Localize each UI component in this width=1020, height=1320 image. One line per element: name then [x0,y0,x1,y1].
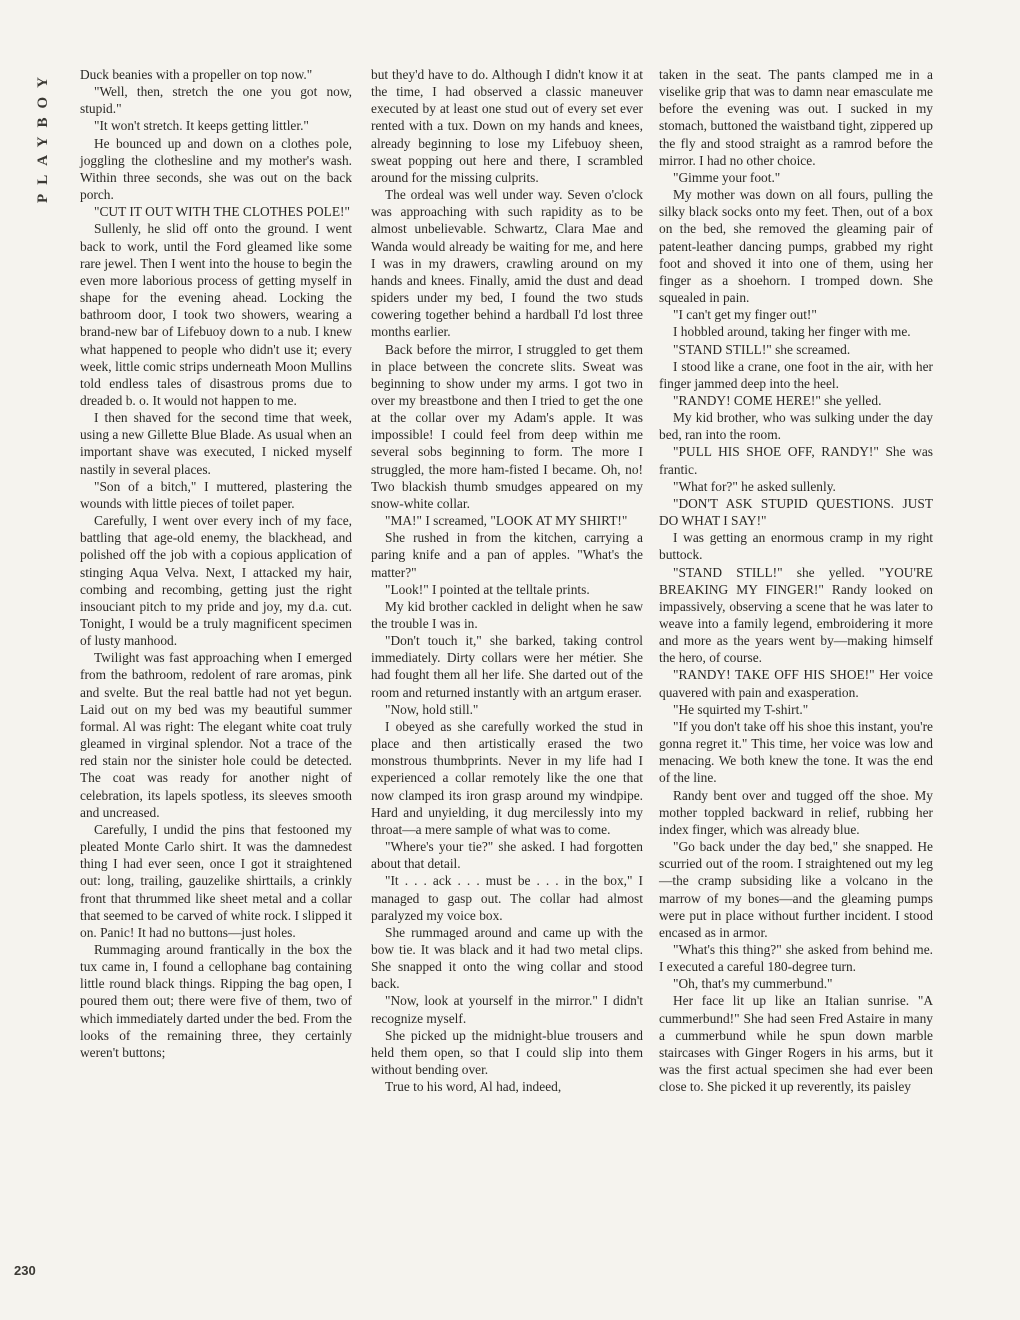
paragraph: "Son of a bitch," I muttered, plastering the wounds with little pieces of toilet paper. [80,478,352,511]
page-number: 230 [14,1263,36,1278]
paragraph: Back before the mirror, I struggled to get them in place between the concrete slits. Sweat was beginning to show under my arms. I got two in over my breastbone and then I tried to get the one at the collar over my Adam's apple. It was impossible! I could feel from deep within me several sobs beginning to form. The more I struggled, the more ham-fisted I became. Oh, no! Two blackish thumb smudges appeared on my snow-white collar. [371,341,643,511]
paragraph: "Gimme your foot." [673,169,781,185]
paragraph: I obeyed as she carefully worked the stud in place and then artistically erased the two monstrous thumbprints. Never in my life had I experienced a collar remotely like the one that now clamped its iron grasp around my windpipe. Hard and unyielding, it dug mercilessly into my throat—a mere sample of what was to come. [371,718,643,837]
paragraph: "RANDY! COME HERE!" she yelled. [673,392,882,408]
paragraph: My mother was down on all fours, pulling the silky black socks onto my feet. Then, out of a box on the bed, she removed the gleaming pair of patent-leather dancing pumps, grabbed my right foot and shoved it into one of them, using her finger as a shoehorn. I tromped down. She squealed in pain. [659,187,933,306]
paragraph: "CUT IT OUT WITH THE CLOTHES POLE!" [94,204,350,220]
article-column-2 [371,66,643,1095]
paragraph: "Now, look at yourself in the mirror." I didn't recognize myself. [371,993,643,1026]
paragraph: Twilight was fast approaching when I emerged from the bathroom, redolent of rare aromas, pink and svelte. But the real battle had not yet begun. Laid out on my bed was my beautiful summer formal. Al was right: The elegant white coat truly gleamed in virginal splendor. Not a trace of the red stain nor the sinister hole could be detected. The coat was ready for another night of celebration, its lapels spotless, its sleeves smooth and uncreased. [80,650,352,820]
paragraph: "If you don't take off his shoe this instant, you're gonna regret it." This time, her voice was low and menacing. We both knew the tone. It was the end of the line. [659,718,933,786]
paragraph: "Oh, that's my cummerbund." [673,976,833,992]
paragraph: She rummaged around and came up with the bow tie. It was black and it had two metal clips. She snapped it onto the wing collar and stood back. [371,924,643,992]
magazine-masthead: PLAYBOY [35,68,51,203]
paragraph: "PULL HIS SHOE OFF, RANDY!" She was frantic. [659,444,933,477]
paragraph: True to his word, Al had, indeed, [385,1079,562,1095]
paragraph: My kid brother cackled in delight when he saw the trouble I was in. [371,598,643,631]
paragraph: Sullenly, he slid off onto the ground. I went back to work, until the Ford gleamed like some rare jewel. Then I went into the house to begin the even more laborious process of getting myself in shape for the evening ahead. Locking the bathroom door, I took two showers, wearing a brand-new bar of Lifebuoy down to a nub. I knew what happened to people who didn't use it; every week, little comic strips underneath Moon Mullins told endless tales of disastrous proms due to dreaded b. o. It would not happen to me. [80,221,352,408]
paragraph: "Look!" I pointed at the telltale prints. [385,581,590,597]
paragraph: Duck beanies with a propeller on top now." [80,67,313,82]
paragraph: Randy bent over and tugged off the shoe. My mother toppled backward in relief, rubbing her index finger, which was already blue. [659,787,933,837]
paragraph: Rummaging around frantically in the box the tux came in, I found a cellophane bag containing little round black things. Ripping the bag open, I poured them out; there were five of them, two of which immediately darted under the bed. From the looks of the remaining three, they certainly weren't buttons; [80,941,352,1060]
paragraph: "Now, hold still." [385,701,479,717]
paragraph: "STAND STILL!" she screamed. [673,341,851,357]
paragraph: "Well, then, stretch the one you got now, stupid." [80,84,352,117]
paragraph: "DON'T ASK STUPID QUESTIONS. JUST DO WHAT I SAY!" [659,495,933,529]
paragraph: I was getting an enormous cramp in my right buttock. [659,530,933,563]
paragraph: "Where's your tie?" she asked. I had forgotten about that detail. [371,839,643,872]
article-column-3 [659,66,933,1095]
paragraph: "I can't get my finger out!" [673,307,817,323]
paragraph: I stood like a crane, one foot in the air, with her finger jammed deep into the heel. [659,358,933,391]
paragraph: "Go back under the day bed," she snapped. He scurried out of the room. I straightened out my leg—the cramp subsiding like a volcano in the marrow of my bones—and the gleaming pumps were put in place without further incident. I stood encased as in armor. [659,839,933,940]
paragraph: I hobbled around, taking her finger with me. [673,324,911,340]
paragraph: Carefully, I undid the pins that festooned my pleated Monte Carlo shirt. It was the damnedest thing I had ever seen, once I got it straightened out: long, trailing, gauzelike shirttails, a crinkly front that thrummed like sheet metal and a collar that seemed to be carved of white rock. I slipped it on. Panic! It had no buttons—just holes. [80,821,352,940]
paragraph: She rushed in from the kitchen, carrying a paring knife and a pan of apples. "What's the matter?" [371,530,643,580]
paragraph: taken in the seat. The pants clamped me in a viselike grip that was to damn near emasculate me before the evening was out. I sucked in my stomach, buttoned the waistband tight, zippered up the fly and stood straight as a ramrod before the mirror. I had no other choice. [659,67,933,168]
paragraph: "What for?" he asked sullenly. [673,478,836,494]
paragraph: He bounced up and down on a clothes pole, joggling the clothesline and my mother's wash. Within three seconds, she was out on the back porch. [80,135,352,203]
article-column-1 [80,66,352,1061]
paragraph: My kid brother, who was sulking under the day bed, ran into the room. [659,410,933,443]
paragraph: "He squirted my T-shirt." [673,701,809,717]
paragraph: "What's this thing?" she asked from behind me. I executed a careful 180-degree turn. [659,941,933,975]
paragraph: "RANDY! TAKE OFF HIS SHOE!" Her voice quavered with pain and exasperation. [659,667,933,700]
paragraph: The ordeal was well under way. Seven o'clock was approaching with such rapidity as to be almost unbelievable. Schwartz, Clara Mae and Wanda would already be waiting for me, and here I was in my drawers, crawling around on my hands and knees. Finally, amid the dust and dead spiders under my bed, I found the two studs cowering together behind a hardball I'd lost three months earlier. [371,187,643,340]
paragraph: Carefully, I went over every inch of my face, battling that age-old enemy, the blackhead, and polished off the job with a copious application of stinging Aqua Velva. Next, I attacked my hair, combing and recombing, getting just the right insouciant pitch to my pride and joy, my d.a. cut. Tonight, I would be a truly magnificent specimen of lusty manhood. [80,513,352,649]
paragraph: "STAND STILL!" she yelled. "YOU'RE BREAKING MY FINGER!" Randy looked on impassively, observing a scene that he was later to weave into a family legend, embroidering it more and more as the years went by—making himself the hero, of course. [659,564,933,666]
paragraph: "It won't stretch. It keeps getting littler." [94,118,309,134]
paragraph: She picked up the midnight-blue trousers and held them open, so that I could slip into them without bending over. [371,1027,643,1078]
paragraph: Her face lit up like an Italian sunrise. "A cummerbund!" She had seen Fred Astaire in many a cummerbund while he spun down marble staircases with Ginger Rogers in his arms, but it was the first actual specimen she had ever been close to. She picked it up reverently, its paisley [659,993,933,1095]
paragraph: "MA!" I screamed, "LOOK AT MY SHIRT!" [385,513,628,529]
paragraph: but they'd have to do. Although I didn't know it at the time, I had observed a classic maneuver executed by at least one stud out of every set ever rented with a tux. Down on my hands and knees, already beginning to lose my Lifebuoy sheen, sweat popping out here and there, I scrambled around for the missing culprits. [371,67,643,185]
paragraph: I then shaved for the second time that week, using a new Gillette Blue Blade. As usual when an important shave was executed, I nicked myself nastily in several places. [80,410,352,477]
paragraph: "It . . . ack . . . must be . . . in the box," I managed to gasp out. The collar had almost paralyzed my voice box. [371,873,643,923]
paragraph: "Don't touch it," she barked, taking control immediately. Dirty collars were her métier. She had fought them all her life. She darted out of the room and returned instantly with an artgum eraser. [371,633,643,700]
